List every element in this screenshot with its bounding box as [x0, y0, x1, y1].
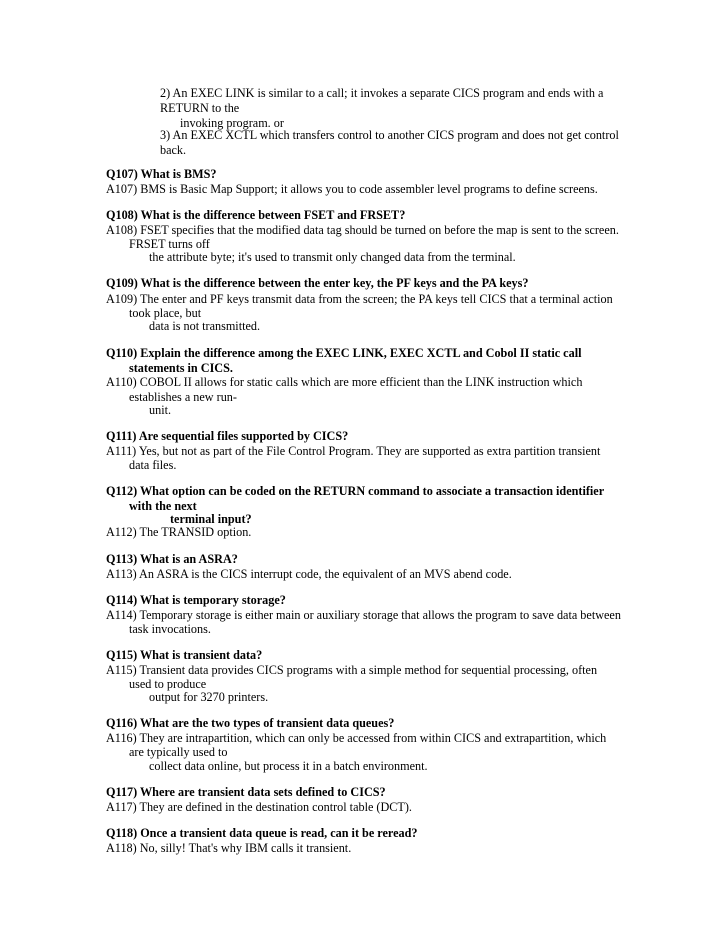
question-line: Q109) What is the difference between the enter key, the PF keys and the PA keys? — [106, 276, 529, 290]
question-line: Q111) Are sequential files supported by CICS? — [106, 429, 349, 443]
answer-line: data is not transmitted. — [149, 319, 261, 333]
answer-line: A118) No, silly! That's why IBM calls it transient. — [106, 841, 352, 855]
answer-line: took place, but — [129, 306, 202, 320]
intro-line: 3) An EXEC XCTL which transfers control to another CICS program and does not get control — [160, 128, 619, 142]
intro-line: back. — [160, 143, 187, 157]
answer-line: the attribute byte; it's used to transmit only changed data from the terminal. — [149, 250, 516, 264]
question-line: Q117) Where are transient data sets defined to CICS? — [106, 785, 386, 799]
answer-line: A107) BMS is Basic Map Support; it allows you to code assembler level programs to define screens. — [106, 182, 598, 196]
intro-line: invoking program. or — [180, 116, 284, 130]
answer-line: A113) An ASRA is the CICS interrupt code, the equivalent of an MVS abend code. — [106, 567, 512, 581]
answer-line: A108) FSET specifies that the modified data tag should be turned on before the map is sent to the screen. — [106, 223, 619, 237]
question-line: Q114) What is temporary storage? — [106, 593, 286, 607]
question-line: with the next — [129, 499, 197, 513]
question-line: Q118) Once a transient data queue is read, can it be reread? — [106, 826, 418, 840]
question-line: Q113) What is an ASRA? — [106, 552, 238, 566]
answer-line: A114) Temporary storage is either main or auxiliary storage that allows the program to save data between — [106, 608, 621, 622]
answer-line: A111) Yes, but not as part of the File Control Program. They are supported as extra partition transient — [106, 444, 601, 458]
answer-line: A110) COBOL II allows for static calls which are more efficient than the LINK instruction which — [106, 375, 583, 389]
answer-line: are typically used to — [129, 745, 228, 759]
question-line: terminal input? — [170, 512, 252, 526]
question-line: Q110) Explain the difference among the EXEC LINK, EXEC XCTL and Cobol II static call — [106, 346, 582, 360]
answer-line: used to produce — [129, 677, 207, 691]
answer-line: A116) They are intrapartition, which can only be accessed from within CICS and extrapartition, which — [106, 731, 607, 745]
question-line: Q107) What is BMS? — [106, 167, 217, 181]
answer-line: A109) The enter and PF keys transmit data from the screen; the PA keys tell CICS that a terminal action — [106, 292, 613, 306]
answer-line: A117) They are defined in the destination control table (DCT). — [106, 800, 412, 814]
answer-line: data files. — [129, 458, 177, 472]
answer-line: A115) Transient data provides CICS programs with a simple method for sequential processing, often — [106, 663, 598, 677]
question-line: Q108) What is the difference between FSET and FRSET? — [106, 208, 406, 222]
question-line: Q115) What is transient data? — [106, 648, 263, 662]
question-line: Q112) What option can be coded on the RETURN command to associate a transaction identifier — [106, 484, 605, 498]
question-line: Q116) What are the two types of transient data queues? — [106, 716, 395, 730]
answer-line: output for 3270 printers. — [149, 690, 269, 704]
answer-line: FRSET turns off — [129, 237, 210, 251]
question-line: statements in CICS. — [129, 361, 233, 375]
answer-line: task invocations. — [129, 622, 211, 636]
intro-line: 2) An EXEC LINK is similar to a call; it invokes a separate CICS program and ends with a — [160, 86, 604, 100]
answer-line: establishes a new run- — [129, 390, 237, 404]
answer-line: A112) The TRANSID option. — [106, 525, 252, 539]
answer-line: collect data online, but process it in a batch environment. — [149, 759, 428, 773]
answer-line: unit. — [149, 403, 172, 417]
intro-line: RETURN to the — [160, 101, 240, 115]
